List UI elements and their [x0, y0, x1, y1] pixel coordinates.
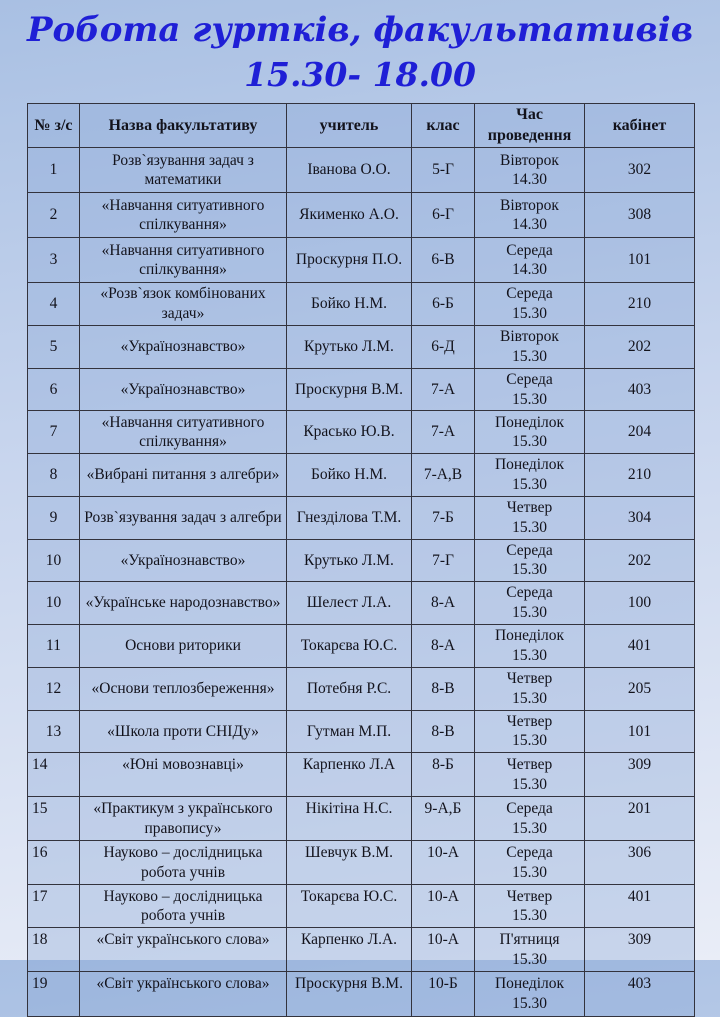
cell-course-name: «Вибрані питання з алгебри»: [80, 454, 287, 497]
header-number: № з/с: [28, 104, 80, 148]
cell-time: [475, 148, 585, 193]
cell-room: 309: [585, 928, 695, 972]
cell-room: 100: [585, 582, 695, 625]
cell-course-name: «Основи теплозбереження»: [80, 667, 287, 710]
cell-day-text: Середа: [506, 370, 553, 388]
cell-hour-text: 15.30: [512, 305, 547, 323]
table-row: [28, 667, 695, 710]
cell-course-name: «Українознавство»: [80, 368, 287, 411]
cell-class: 7-А: [412, 411, 475, 454]
cell-room: 401: [585, 884, 695, 928]
table-row: [28, 496, 695, 539]
table-row: [28, 411, 695, 454]
header-course-name: Назва факультативу: [80, 104, 287, 148]
cell-time: [475, 884, 585, 928]
table-row: [28, 539, 695, 582]
table-row: [28, 238, 695, 283]
cell-number: 3: [28, 238, 80, 283]
cell-class: 6-Д: [412, 326, 475, 369]
cell-time: [475, 582, 585, 625]
cell-hour-text: 14.30: [512, 216, 547, 234]
cell-hour-text: 15.30: [512, 476, 547, 494]
cell-room: 205: [585, 667, 695, 710]
table-row: [28, 928, 695, 972]
cell-day-text: Понеділок: [494, 413, 565, 431]
cell-room: 309: [585, 753, 695, 797]
cell-time: [475, 796, 585, 840]
cell-course-name: Розв`язування задач з алгебри: [80, 496, 287, 539]
cell-teacher: Шевчук В.М.: [287, 840, 412, 884]
cell-teacher: Нікітіна Н.С.: [287, 796, 412, 840]
table-row: [28, 454, 695, 497]
cell-teacher: Токарєва Ю.С.: [287, 884, 412, 928]
cell-class: 8-Б: [412, 753, 475, 797]
cell-room: 403: [585, 971, 695, 1016]
cell-number: 10: [28, 539, 80, 582]
cell-room: 101: [585, 710, 695, 753]
cell-number: 9: [28, 496, 80, 539]
cell-number: 2: [28, 193, 80, 238]
cell-teacher: Проскурня В.М.: [287, 368, 412, 411]
cell-room: 306: [585, 840, 695, 884]
table-row: [28, 625, 695, 668]
cell-class: 8-А: [412, 625, 475, 668]
cell-course-name: «Навчання ситуативного спілкування»: [80, 411, 287, 454]
table-row: [28, 840, 695, 884]
cell-course-name: «Світ українського слова»: [80, 928, 287, 972]
cell-teacher: Красько Ю.В.: [287, 411, 412, 454]
cell-number: 10: [28, 582, 80, 625]
cell-course-name: «Навчання ситуативного спілкування»: [80, 193, 287, 238]
table-row: [28, 283, 695, 326]
table-row: [28, 971, 695, 1016]
title-line-2: 15.30- 18.00: [244, 54, 476, 94]
cell-class: 8-В: [412, 710, 475, 753]
cell-day-text: Понеділок: [494, 627, 565, 645]
cell-hour-text: 15.30: [512, 907, 547, 925]
cell-hour-text: 15.30: [512, 647, 547, 665]
cell-room: 403: [585, 368, 695, 411]
cell-class: 10-А: [412, 928, 475, 972]
cell-day-text: Середа: [506, 241, 553, 259]
cell-hour-text: 15.30: [512, 863, 547, 881]
cell-day-text: Четвер: [506, 669, 553, 687]
cell-room: 101: [585, 238, 695, 283]
cell-teacher: Шелест Л.А.: [287, 582, 412, 625]
cell-time: [475, 840, 585, 884]
cell-time: [475, 454, 585, 497]
cell-number: 13: [28, 710, 80, 753]
cell-teacher: Токарєва Ю.С.: [287, 625, 412, 668]
cell-hour-text: 15.30: [512, 732, 547, 750]
cell-class: 10-Б: [412, 971, 475, 1016]
table-row: [28, 710, 695, 753]
cell-teacher: Якименко А.О.: [287, 193, 412, 238]
cell-class: 10-А: [412, 840, 475, 884]
cell-time: [475, 625, 585, 668]
cell-room: 304: [585, 496, 695, 539]
cell-hour-text: 15.30: [512, 390, 547, 408]
cell-day-text: Середа: [506, 285, 553, 303]
table-row: [28, 148, 695, 193]
cell-time: [475, 496, 585, 539]
cell-course-name: «Школа проти СНІДу»: [80, 710, 287, 753]
cell-room: 401: [585, 625, 695, 668]
cell-teacher: Бойко Н.М.: [287, 454, 412, 497]
cell-room: 202: [585, 326, 695, 369]
cell-teacher: Бойко Н.М.: [287, 283, 412, 326]
cell-number: 6: [28, 368, 80, 411]
cell-number: 17: [28, 884, 80, 928]
cell-room: 302: [585, 148, 695, 193]
cell-day-text: Понеділок: [494, 456, 565, 474]
cell-day-text: Четвер: [506, 887, 553, 905]
cell-teacher: Крутько Л.М.: [287, 539, 412, 582]
cell-teacher: Проскурня П.О.: [287, 238, 412, 283]
cell-room: 204: [585, 411, 695, 454]
cell-time: [475, 411, 585, 454]
cell-hour-text: 15.30: [512, 518, 547, 536]
cell-room: 210: [585, 454, 695, 497]
cell-class: 7-А,В: [412, 454, 475, 497]
cell-day-text: Четвер: [506, 756, 553, 774]
cell-number: 1: [28, 148, 80, 193]
cell-day-text: Четвер: [506, 498, 553, 516]
cell-day-text: Середа: [506, 843, 553, 861]
cell-time: [475, 667, 585, 710]
cell-number: 8: [28, 454, 80, 497]
cell-hour-text: 15.30: [512, 604, 547, 622]
cell-day-text: Четвер: [506, 712, 553, 730]
cell-room: 210: [585, 283, 695, 326]
cell-hour-text: 15.30: [512, 689, 547, 707]
cell-class: 8-В: [412, 667, 475, 710]
cell-class: 7-А: [412, 368, 475, 411]
cell-day-text: Середа: [506, 541, 553, 559]
page-title: [0, 0, 720, 96]
cell-time: [475, 283, 585, 326]
cell-class: 10-А: [412, 884, 475, 928]
cell-time: [475, 539, 585, 582]
cell-teacher: Карпенко Л.А.: [287, 928, 412, 972]
cell-time: [475, 238, 585, 283]
cell-time: [475, 753, 585, 797]
cell-course-name: «Практикум з українського правопису»: [80, 796, 287, 840]
cell-teacher: Карпенко Л.А: [287, 753, 412, 797]
cell-class: 8-А: [412, 582, 475, 625]
cell-room: 308: [585, 193, 695, 238]
cell-number: 7: [28, 411, 80, 454]
cell-teacher: Потебня Р.С.: [287, 667, 412, 710]
cell-time: [475, 971, 585, 1016]
cell-day-text: Вівторок: [500, 328, 559, 346]
table-row: [28, 884, 695, 928]
cell-course-name: «Юні мовознавці»: [80, 753, 287, 797]
cell-room: 202: [585, 539, 695, 582]
table-row: [28, 582, 695, 625]
cell-number: 5: [28, 326, 80, 369]
cell-day-text: Середа: [506, 584, 553, 602]
table-row: [28, 796, 695, 840]
cell-course-name: «Світ українського слова»: [80, 971, 287, 1016]
cell-hour-text: 15.30: [512, 347, 547, 365]
schedule-table: [27, 103, 695, 1016]
cell-hour-text: 14.30: [512, 171, 547, 189]
cell-course-name: «Розв`язок комбінованих задач»: [80, 283, 287, 326]
cell-number: 11: [28, 625, 80, 668]
cell-number: 18: [28, 928, 80, 972]
cell-day-text: Вівторок: [500, 151, 559, 169]
cell-hour-text: 15.30: [512, 561, 547, 579]
cell-time: [475, 193, 585, 238]
header-class: клас: [412, 104, 475, 148]
cell-hour-text: 15.30: [512, 776, 547, 794]
cell-hour-text: 15.30: [512, 433, 547, 451]
cell-number: 14: [28, 753, 80, 797]
table-header-row: [28, 104, 695, 148]
title-line-1: Робота гуртків, факультативів: [26, 10, 694, 50]
cell-course-name: «Українознавство»: [80, 539, 287, 582]
cell-teacher: Крутько Л.М.: [287, 326, 412, 369]
cell-teacher: Гнезділова Т.М.: [287, 496, 412, 539]
cell-class: 6-В: [412, 238, 475, 283]
cell-teacher: Проскурня В.М.: [287, 971, 412, 1016]
cell-course-name: «Українське народознавство»: [80, 582, 287, 625]
table-row: [28, 753, 695, 797]
cell-hour-text: 15.30: [512, 819, 547, 837]
cell-course-name: Науково – дослідницька робота учнів: [80, 884, 287, 928]
cell-day-text: Понеділок: [494, 974, 565, 992]
table-row: [28, 368, 695, 411]
cell-class: 7-Б: [412, 496, 475, 539]
cell-number: 4: [28, 283, 80, 326]
cell-teacher: Іванова О.О.: [287, 148, 412, 193]
cell-teacher: Гутман М.П.: [287, 710, 412, 753]
cell-number: 19: [28, 971, 80, 1016]
cell-room: 201: [585, 796, 695, 840]
cell-course-name: «Українознавство»: [80, 326, 287, 369]
cell-class: 6-Б: [412, 283, 475, 326]
cell-time: [475, 326, 585, 369]
cell-day-text: Вівторок: [500, 196, 559, 214]
cell-day-text: П'ятниця: [499, 931, 560, 949]
cell-course-name: Науково – дослідницька робота учнів: [80, 840, 287, 884]
cell-course-name: Розв`язування задач з математики: [80, 148, 287, 193]
cell-time: [475, 928, 585, 972]
cell-hour-text: 15.30: [512, 951, 547, 969]
cell-class: 9-А,Б: [412, 796, 475, 840]
cell-day-text: Середа: [506, 799, 553, 817]
cell-number: 15: [28, 796, 80, 840]
cell-hour-text: 15.30: [512, 994, 547, 1012]
header-room: кабінет: [585, 104, 695, 148]
table-row: [28, 326, 695, 369]
cell-class: 5-Г: [412, 148, 475, 193]
cell-course-name: Основи риторики: [80, 625, 287, 668]
cell-number: 16: [28, 840, 80, 884]
cell-time: [475, 368, 585, 411]
cell-class: 7-Г: [412, 539, 475, 582]
cell-time: [475, 710, 585, 753]
cell-course-name: «Навчання ситуативного спілкування»: [80, 238, 287, 283]
cell-number: 12: [28, 667, 80, 710]
table-row: [28, 193, 695, 238]
cell-class: 6-Г: [412, 193, 475, 238]
header-teacher: учитель: [287, 104, 412, 148]
cell-hour-text: 14.30: [512, 261, 547, 279]
header-time: Час проведення: [475, 104, 585, 148]
